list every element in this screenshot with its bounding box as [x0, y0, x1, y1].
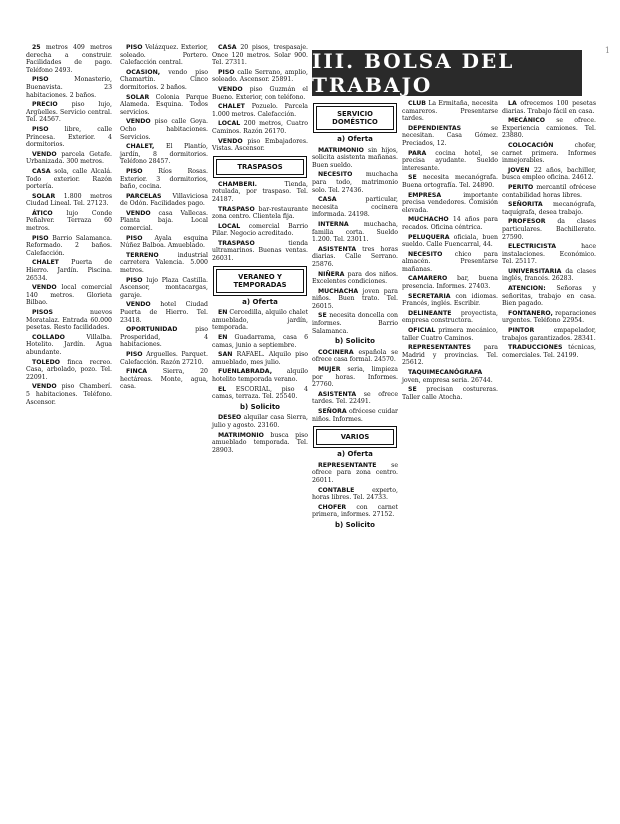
subsection-solicitud: b) Solicito: [334, 520, 375, 529]
classified-ad: TRASPASO tienda ultramarinos. Buenas ventas. 26031.: [212, 239, 308, 263]
classified-ad: PRECIO piso lujo, Argüelles. Servicio central. Tel. 24567.: [26, 101, 112, 124]
classified-ad: VENDO casa Vallecas. Planta baja. Local comercial.: [120, 209, 208, 233]
classified-ad: VENDO piso Guzmán el Bueno. Exterior, con teléfono.: [212, 85, 308, 101]
classified-ad: 25 metros 409 metros derecha a construir. Facilidades de pago. Teléfono 2493.: [26, 44, 112, 74]
classified-ad: SOLAR 1.800 metros Ciudad Lineal. Tel. 27123.: [26, 192, 112, 208]
classified-ad: MUJER seria, limpieza por horas. Informes. 27760.: [312, 366, 398, 389]
classified-ad: SE precisan costureras. Taller calle Atocha.: [402, 386, 498, 401]
classified-ad: PISO lujo Plaza Castilla. Ascensor, montacargas, garaje.: [120, 276, 208, 299]
classified-ad: MECÁNICO se ofrece. Experiencia camiones. Tel. 23880.: [502, 117, 596, 140]
classified-ad: REPRESENTANTES para Madrid y provincias. Tel. 25612.: [402, 344, 498, 367]
classified-ad: PISO libre, calle Princesa. Exterior. 4 dormitorios.: [26, 125, 112, 149]
classified-ad: PISOS nuevos Moratalaz. Entrada 60.000 pesetas. Resto facilidades.: [26, 309, 112, 332]
subsection-solicitud: b) Solicito: [239, 402, 280, 411]
classified-ad: FUENLABRADA, alquilo hotelito temporada verano.: [212, 368, 308, 383]
classified-ad: SEÑORA ofrécese cuidar niños. Informes.: [312, 408, 398, 423]
classified-ad: CASA sola, calle Alcalá. Todo exterior. Razón portería.: [26, 167, 112, 191]
page-mark: 1: [604, 46, 610, 55]
classified-ad: TRASPASO bar-restaurante zona centro. Clientela fija.: [212, 205, 308, 221]
classified-ad: ASISTENTA se ofrece tardes. Tel. 22491.: [312, 390, 398, 406]
column-1: [26, 44, 112, 408]
classified-ad: OCASION, vendo piso Chamartín. Cinco dormitorios. 2 baños.: [120, 68, 208, 91]
classified-ad: PINTOR empapelador, trabajos garantizados. 28341.: [502, 327, 596, 342]
classified-ad: DELINEANTE proyectista, empresa constructora.: [402, 309, 498, 325]
classified-ad: SAN RAFAEL. Alquilo piso amueblado, mes julio.: [212, 351, 308, 366]
classified-ad: PISO calle Serrano, amplio, soleado. Ascensor. 25891.: [212, 68, 308, 84]
section-header-varios: VARIOS: [316, 429, 394, 445]
classified-ad: COLLADO Villalba. Hotelito. Jardín. Agua abundante.: [26, 333, 112, 356]
classified-ad: FONTANERO, reparaciones urgentes. Teléfono 22954.: [502, 309, 596, 325]
subsection-solicitud: b) Solicito: [334, 337, 375, 346]
classified-ad: TOLEDO finca recreo. Casa, arbolado, pozo. Tel. 22091.: [26, 358, 112, 381]
section-header-veraneo: VERANEO Y TEMPORADAS: [216, 269, 304, 293]
classified-ad: VENDO piso Chamberí. 5 habitaciones. Teléfono. Ascensor.: [26, 383, 112, 406]
column-4: [312, 100, 398, 533]
classified-ad: VENDO local comercial 140 metros. Glorieta Bilbao.: [26, 284, 112, 307]
classified-ad: PROFESOR da clases particulares. Bachillerato. 27590.: [502, 218, 596, 241]
classified-ad: DEPENDIENTAS se necesitan. Casa Gómez. Preciados, 12.: [402, 124, 498, 147]
classified-ad: MATRIMONIO busca piso amueblado temporada. Tel. 28903.: [212, 431, 308, 454]
classified-ad: SEÑORITA mecanógrafa, taquígrafa, desea trabajo.: [502, 201, 596, 216]
classified-ad: DESEO alquilar casa Sierra, julio y agosto. 23160.: [212, 414, 308, 429]
classified-ad: ÁTICO lujo Conde Peñalver. Terraza 60 metros.: [26, 209, 112, 233]
classified-ad: SE necesita doncella con informes. Barrio Salamanca.: [312, 312, 398, 335]
classified-ad: OPORTUNIDAD piso Prosperidad, 4 habitaciones.: [120, 326, 208, 349]
classifieds-page: [26, 44, 600, 816]
classified-ad: PERITO mercantil ofrécese contabilidad horas libres.: [502, 183, 596, 199]
classified-ad: NECESITO chico para almacén. Presentarse mañanas.: [402, 250, 498, 273]
classified-ad: CHALET Puerta de Hierro. Jardín. Piscina. 26534.: [26, 259, 112, 282]
classified-ad: SOLAR Colonia Parque Alameda. Esquina. Todos servicios.: [120, 93, 208, 116]
classified-ad: TAQUIMECANÓGRAFA joven, empresa seria. 26744.: [402, 369, 493, 384]
classified-ad: NIÑERA para dos niños. Excelentes condiciones.: [312, 270, 398, 286]
classified-ad: PISO Ríos Rosas. Exterior. 3 dormitorios, baño, cocina.: [120, 167, 208, 191]
classified-ad: SE necesita mecanógrafa. Buena ortografía. Tel. 24890.: [402, 174, 498, 189]
classified-ad: FINCA Sierra, 20 hectáreas. Monte, agua, casa.: [120, 368, 208, 391]
classified-ad: LOCAL comercial Barrio Pilar. Negocio acreditado.: [212, 222, 308, 238]
classified-ad: ELECTRICISTA hace instalaciones. Económico. Tel. 25117.: [502, 243, 596, 266]
classified-ad: PARCELAS Villaviciosa de Odón. Facilidades pago.: [120, 192, 208, 208]
classified-ad: CASA particular, necesita cocinera informada. 24198.: [312, 196, 398, 219]
subsection-oferta: a) Oferta: [242, 297, 278, 306]
classified-ad: TERRENO industrial carretera Valencia. 5.000 metros.: [120, 251, 208, 275]
classified-ad: MUCHACHA joven para niños. Buen trato. Tel. 26015.: [312, 287, 398, 310]
classified-ad: CASA 20 pisos, trespasaje. Once 120 metros. Solar 900. Tel. 27311.: [212, 44, 308, 67]
section-header-servicio-domestico: SERVICIO DOMÉSTICO: [316, 106, 394, 130]
classified-ad: COCINERA española se ofrece casa formal. 24570.: [312, 348, 398, 364]
classified-ad: PISO Monasterio, Buenavista. 23 habitaciones. 2 baños.: [26, 76, 112, 99]
classified-ad: CHALET Pozuelo. Parcela 1.000 metros. Calefacción.: [212, 103, 308, 118]
column-3: [212, 44, 308, 456]
classified-ad: MATRIMONIO sin hijos, solicita asistenta mañanas. Buen sueldo.: [312, 146, 398, 169]
classified-ad: CONTABLE experto, horas libres. Tel. 24733.: [312, 486, 398, 502]
classified-ad: CHOFER con carnet primera, informes. 27152.: [312, 503, 398, 519]
classified-ad: ASISTENTA tres horas diarias. Calle Serrano. 25876.: [312, 245, 398, 268]
classified-ad: EMPRESA importante precisa vendedores. Comisión elevada.: [402, 191, 498, 214]
classified-ad: PARA cocina hotel, se precisa ayudante. Sueldo interesante.: [402, 149, 498, 172]
subsection-oferta: a) Oferta: [337, 450, 373, 459]
classified-ad: ATENCION: Señoras y señoritas, trabajo en casa. Bien pagado.: [502, 285, 596, 308]
classified-ad: CHALET, El Plantío, jardín, 8 dormitorios. Teléfono 28457.: [120, 143, 208, 166]
classified-ad: JOVEN 22 años, bachiller, busca empleo oficina. 24612.: [502, 166, 596, 182]
classified-ad: VENDO piso calle Goya. Ocho habitaciones. Servicios.: [120, 118, 208, 141]
classified-ad: CAMARERO bar, buena presencia. Informes. 27403.: [402, 275, 498, 291]
bolsa-del-trabajo-banner: [312, 50, 582, 96]
banner-title: III. BOLSA DEL TRABAJO: [312, 49, 515, 97]
classified-ad: NECESITO muchacha para todo, matrimonio solo. Tel. 27436.: [312, 171, 398, 194]
classified-ad: LA ofrecemos 100 pesetas diarias. Trabajo fácil en casa.: [502, 100, 596, 115]
classified-ad: PISO Arguelles. Parquet. Calefacción. Razón 27210.: [120, 350, 208, 366]
classified-ad: COLOCACIÓN chofer, carnet primera. Informes inmejorables.: [502, 141, 596, 165]
classified-ad: INTERNA muchacha, familia corta. Sueldo 1.200. Tel. 23011.: [312, 220, 398, 244]
classified-ad: EN Guadarrama, casa 6 camas, junio a septiembre.: [212, 334, 308, 349]
classified-ad: SECRETARIA con idiomas. Francés, inglés. Escribir.: [402, 292, 498, 308]
classified-ad: REPRESENTANTE se ofrece para zona centro. 26011.: [312, 461, 398, 484]
classified-ad: UNIVERSITARIA da clases inglés, francés. 26283.: [502, 267, 596, 283]
classified-ad: LOCAL 200 metros, Cuatro Caminos. Razón 26170.: [212, 120, 308, 135]
column-6: [502, 100, 596, 361]
classified-ad: VENDO hotel Ciudad Puerta de Hierro. Tel. 23418.: [120, 301, 208, 324]
classified-ad: PISO Ayala esquina Núñez Balboa. Amueblado.: [120, 234, 208, 250]
classified-ad: PISO Velázquez. Exterior, soleado. Portero. Calefacción central.: [120, 44, 208, 67]
classified-ad: TRADUCCIONES técnicas, comerciales. Tel. 24199.: [502, 344, 596, 359]
classified-ad: VENDO piso Embajadores. Vistas. Ascensor.: [212, 137, 308, 153]
classified-ad: CLUB La Ermitaña, necesita camareros. Presentarse tardes.: [402, 100, 498, 123]
classified-ad: OFICIAL primera mecánico, taller Cuatro Caminos.: [402, 327, 498, 342]
column-2: [120, 44, 208, 393]
classified-ad: PELUQUERA oficiala, buen sueldo. Calle Fuencarral, 44.: [402, 233, 498, 249]
section-header-traspasos: TRASPASOS: [216, 159, 304, 175]
classified-ad: MUCHACHO 14 años para recados. Oficina céntrica.: [402, 216, 498, 231]
classified-ad: CHAMBERI. Tienda, rotulada, por traspaso. Tel. 24187.: [212, 180, 308, 203]
column-5: [402, 100, 498, 403]
classified-ad: PISO Barrio Salamanca. Reformado. 2 baños. Calefacción.: [26, 234, 112, 257]
classified-ad: EN Cercedilla, alquilo chalet amueblado, jardín, temporada.: [212, 309, 308, 332]
subsection-oferta: a) Oferta: [337, 135, 373, 143]
classified-ad: EL ESCORIAL, piso 4 camas, terraza. Tel. 25540.: [212, 385, 308, 401]
classified-ad: VENDO parcela Getafe. Urbanizada. 300 metros.: [26, 150, 112, 166]
